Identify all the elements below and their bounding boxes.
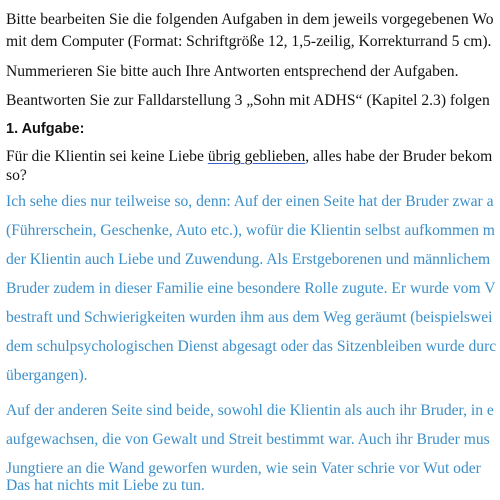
task-1-question-part-1: Für die Klientin sei keine Liebe xyxy=(6,148,208,165)
answer-p2-line-2: aufgewachsen, die von Gewalt und Streit bestimmt war. Auch ihr Bruder mus xyxy=(6,431,490,448)
answer-p1-line-3: der Klientin auch Liebe und Zuwendung. Als Erstgeborenen und männlichem xyxy=(6,251,491,268)
answer-p1-line-5: bestraft und Schwierigkeiten wurden ihm aus dem Weg geräumt (beispielswei xyxy=(6,309,493,326)
instruction-line-2: mit dem Computer (Format: Schriftgröße 12, 1,5-zeilig, Korrekturrand 5 cm). xyxy=(6,33,492,50)
answer-p1-line-7: übergangen). xyxy=(6,367,88,384)
task-1-question-part-2: , alles habe der Bruder bekom xyxy=(305,148,493,165)
instruction-numbering: Nummerieren Sie bitte auch Ihre Antworten entsprechend der Aufgaben. xyxy=(6,63,459,80)
answer-p1-line-2: (Führerschein, Geschenke, Auto etc.), wofür die Klientin selbst aufkommen m xyxy=(6,222,495,239)
task-1-question-line-2: so? xyxy=(6,167,27,184)
instruction-line-1: Bitte bearbeiten Sie die folgenden Aufgaben in dem jeweils vorgegebenen Wo xyxy=(6,11,494,28)
answer-p1-line-6: dem schulpsychologischen Dienst abgesagt oder das Sitzenbleiben wurde durc xyxy=(6,338,497,355)
answer-p2-line-3: Jungtiere an die Wand geworfen wurden, wie sein Vater schrie vor Wut oder xyxy=(6,460,481,477)
answer-p2-line-1: Auf der anderen Seite sind beide, sowohl die Klientin als auch ihr Bruder, in e xyxy=(6,402,494,419)
answer-p1-line-4: Bruder zudem in dieser Familie eine besondere Rolle zugute. Er wurde vom V xyxy=(6,280,496,297)
answer-p2-line-4: Das hat nichts mit Liebe zu tun. xyxy=(6,477,205,494)
task-1-question-underlined: übrig geblieben xyxy=(207,148,306,165)
instruction-case-intro: Beantworten Sie zur Falldarstellung 3 „Sohn mit ADHS“ (Kapitel 2.3) folgen xyxy=(6,92,490,109)
task-1-heading: 1. Aufgabe: xyxy=(6,121,85,137)
answer-p1-line-1: Ich sehe dies nur teilweise so, denn: Auf der einen Seite hat der Bruder zwar a xyxy=(6,193,494,210)
task-1-question-line-1 xyxy=(6,148,492,166)
